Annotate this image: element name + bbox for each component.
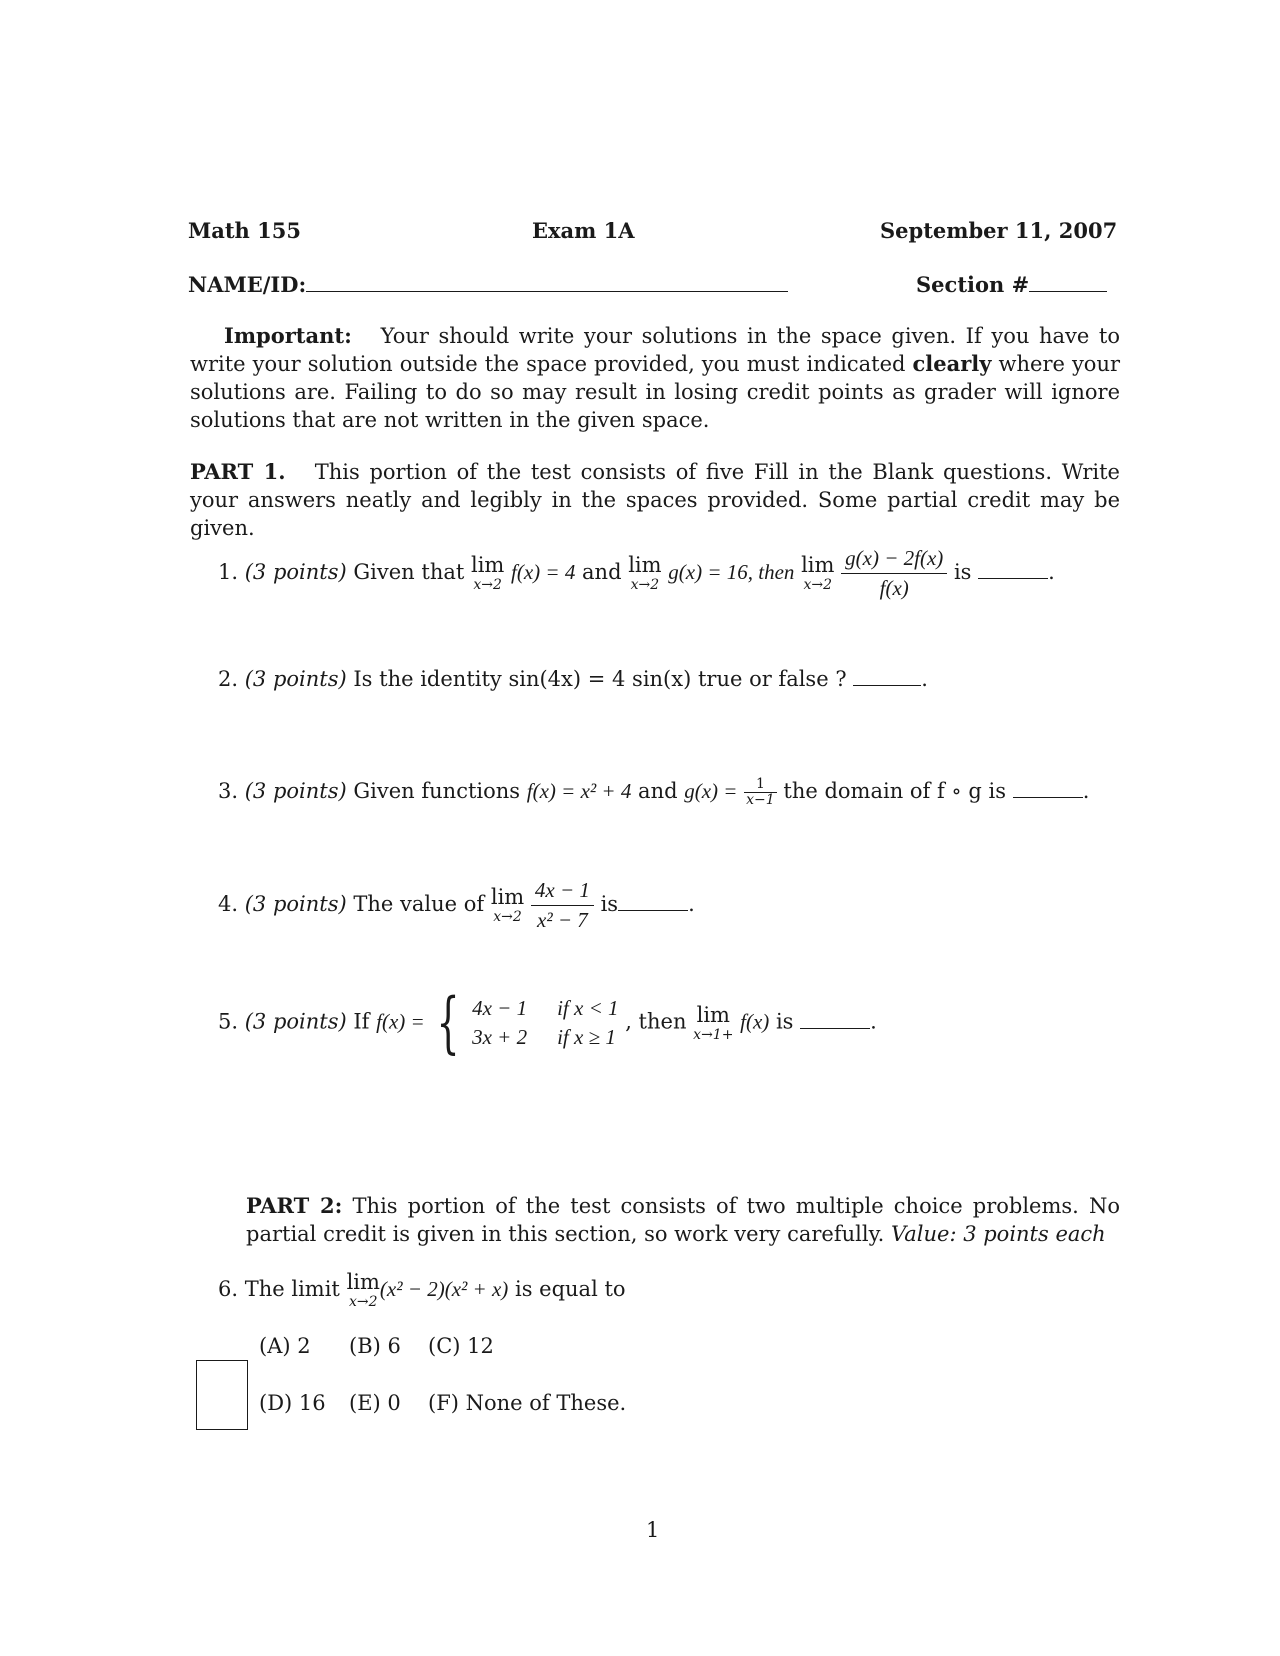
q4-fraction: $\frac{4x - 1}{\text{x² − 7}}$ (531, 878, 594, 933)
question-6 (218, 1272, 626, 1309)
q6-expr: (x² − 2)(x² + x) (379, 1277, 509, 1301)
q1-lim-2: lim x→2 (628, 553, 662, 594)
q6-choice-d[interactable]: (D) 16 (259, 1391, 326, 1415)
q2-points: (3 points) (244, 667, 347, 691)
q2-answer-blank[interactable] (853, 664, 921, 686)
q6-choice-e[interactable]: (E) 0 (349, 1391, 401, 1415)
important-text-1: Your should write your solutions in the space given. If you have to write your solution outside the space provided, you must indicated (190, 324, 1120, 376)
q4-points: (3 points) (244, 892, 347, 917)
q4-text: The value of (353, 892, 485, 917)
q1-f-expr: f(x) = 4 (511, 560, 576, 585)
part2-paragraph (246, 1192, 1120, 1248)
q4-tail: is (600, 892, 619, 917)
q5-case2-cond: if x ≥ 1 (557, 1025, 616, 1049)
q3-points: (3 points) (244, 779, 347, 803)
q5-case1-cond: if x < 1 (557, 996, 619, 1020)
q1-number: 1. (218, 560, 239, 585)
part2-text: This portion of the test consists of two multiple choice problems. No partial credit is given in this section, so work very carefully. (246, 1194, 1120, 1246)
q3-answer-blank[interactable] (1013, 776, 1083, 798)
page-number: 1 (646, 1518, 660, 1542)
q1-answer-blank[interactable] (978, 557, 1048, 579)
q3-and: and (638, 779, 678, 803)
q2-number: 2. (218, 667, 239, 691)
q6-choice-b[interactable]: (B) 6 (349, 1334, 401, 1358)
section-row (916, 270, 1107, 297)
q5-then: , then (625, 1009, 687, 1034)
q3-tail: the domain of f ∘ g is (783, 779, 1007, 803)
q3-f-expr: f(x) = x² + 4 (526, 779, 632, 803)
part2-label: PART 2: (246, 1193, 343, 1218)
q5-points: (3 points) (244, 1009, 347, 1034)
q3-number: 3. (218, 779, 239, 803)
q6-choice-c[interactable]: (C) 12 (428, 1334, 494, 1358)
q1-tail: is (953, 560, 972, 585)
q5-tail: is (775, 1009, 794, 1034)
q1-and: and (582, 560, 622, 585)
q6-text: The limit (244, 1277, 340, 1301)
q6-answer-box[interactable] (196, 1360, 248, 1430)
q1-fraction: $\frac{g(x) - 2f(x)}{f(x)}$ (841, 546, 947, 601)
part1-label: PART 1. (190, 459, 286, 484)
q5-f-expr: f(x) (740, 1009, 770, 1034)
name-id-label: NAME/ID: (188, 272, 307, 297)
q4-lim: lim x→2 (490, 885, 525, 926)
q6-choice-f[interactable]: (F) None of These. (428, 1391, 627, 1415)
course-title: Math 155 (188, 218, 301, 243)
question-1: 1. (3 points) Given that lim x→2 f(x) = 4 and lim x→2 g(x) = 16, then lim x→2 $\frac{g(x) - 2f(x)}{f(x)}$ is . (218, 546, 1055, 601)
exam-date: September 11, 2007 (880, 218, 1118, 243)
q2-text: Is the identity sin(4x) = 4 sin(x) true or false ? (353, 667, 847, 691)
section-label: Section # (916, 272, 1030, 297)
q1-points: (3 points) (244, 560, 347, 585)
q6-choice-a[interactable]: (A) 2 (259, 1334, 311, 1358)
q5-f-lhs: f(x) = (376, 1009, 425, 1034)
q5-text: If (353, 1009, 370, 1034)
q5-case2-expr: 3x + 2 (472, 1025, 528, 1049)
q3-small-fraction: $\frac{1}{x-1}$ (746, 775, 775, 808)
question-4: 4. (3 points) The value of lim x→2 $\frac{4x - 1}{\text{x² − 7}}$ is . (218, 878, 695, 933)
q5-number: 5. (218, 1009, 239, 1034)
q4-number: 4. (218, 892, 239, 917)
question-3: 3. (3 points) Given functions f(x) = x² + 4 and g(x) = $\frac{1}{x-1}$ the domain of f ∘ g is . (218, 775, 1090, 808)
name-id-row (188, 270, 788, 297)
important-text-2: where your solutions are. Failing to do so may result in losing credit points as grader will ignore solutions that are not written in the given space. (190, 352, 1121, 432)
q5-lim: lim x→1+ (693, 1002, 734, 1043)
q5-cases (472, 996, 618, 1050)
question-5: 5. (3 points) If f(x) = { 4x − 1 if x < 1 3x + 2 if x ≥ 1 , then lim x→1+ f(x) is . (218, 984, 877, 1061)
q5-case1-expr: 4x − 1 (472, 996, 528, 1020)
q5-answer-blank[interactable] (800, 1007, 870, 1029)
q6-lim: lim x→2 (346, 1270, 380, 1310)
part1-paragraph (190, 458, 1120, 542)
q3-text: Given functions (353, 779, 521, 803)
important-clearly: clearly (912, 351, 992, 376)
important-label: Important: (224, 323, 352, 348)
q3-g-lhs: g(x) = (684, 779, 738, 803)
q1-lim-3: lim x→2 (801, 553, 835, 594)
q6-number: 6. (218, 1277, 239, 1301)
part2-value: Value: 3 points each (891, 1222, 1106, 1246)
exam-title: Exam 1A (532, 218, 635, 243)
q1-text: Given that (353, 560, 465, 585)
q5-brace: { (436, 984, 460, 1061)
q6-tail: is equal to (514, 1277, 626, 1301)
name-id-blank[interactable] (306, 270, 788, 292)
section-blank[interactable] (1029, 270, 1107, 292)
important-paragraph (190, 322, 1120, 434)
part1-text: This portion of the test consists of five Fill in the Blank questions. Write your answers neatly and legibly in the spaces provided. Some partial credit may be given. (190, 460, 1120, 540)
question-2: 2. (3 points) Is the identity sin(4x) = 4 sin(x) true or false ? . (218, 664, 928, 691)
q1-g-expr: g(x) = 16, then (668, 560, 795, 585)
q4-answer-blank[interactable] (618, 889, 688, 911)
q1-lim-1: lim x→2 (470, 553, 505, 594)
